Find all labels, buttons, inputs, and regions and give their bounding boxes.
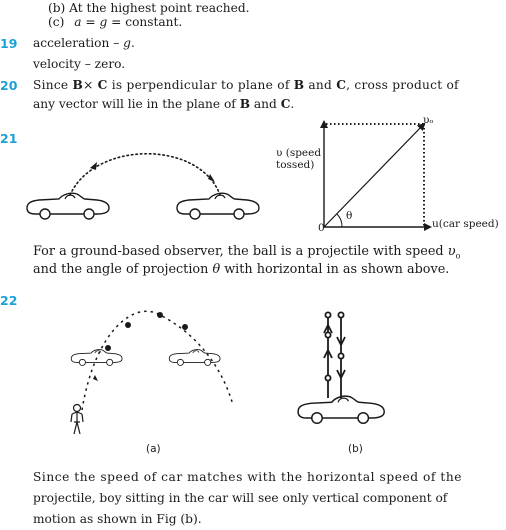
q20-text-4: , cross product of	[346, 78, 459, 92]
q20-vector-c-2: C	[336, 78, 347, 92]
fig21-car-left	[27, 193, 109, 219]
q19-acc-end: .	[130, 36, 135, 50]
fig21-vo-label: υₒ	[423, 114, 434, 126]
q21-para-v-sub: o	[455, 251, 461, 261]
fig21-trajectory	[70, 154, 220, 195]
q18-option-b: (b) At the highest point reached.	[48, 1, 250, 15]
q20-line2-end: .	[290, 97, 295, 111]
fig22a-car-right	[169, 350, 220, 366]
q18-c-rest: = constant.	[107, 15, 183, 29]
fig22b-car	[298, 396, 384, 423]
q19-acc-g: g	[123, 36, 131, 50]
fig22b-caption: (b)	[348, 443, 363, 455]
fig22b-vertical-motion	[324, 312, 345, 398]
q18-c-g: g	[99, 15, 108, 29]
q18-c-prefix: (c)	[48, 15, 65, 29]
fig21-vector-diagram	[324, 122, 430, 227]
q19-velocity: velocity – zero.	[33, 57, 126, 71]
q20-line2-and: and	[250, 97, 281, 111]
q20-line2-prefix: any vector will lie in the plane of	[33, 97, 240, 111]
q20-vector-b-2: B	[293, 78, 305, 92]
q19-acc-prefix: acceleration –	[33, 36, 124, 50]
fig22a-car-left	[71, 350, 122, 366]
q21-para-line-2	[33, 262, 449, 277]
q20-text-3: and	[304, 78, 337, 92]
fig21-origin: 0	[318, 222, 325, 234]
fig21-v-label-1: υ (speed	[276, 147, 322, 159]
q20-vector-c: C	[97, 78, 108, 92]
fig22a-boy-figure	[71, 405, 83, 435]
q20-vector-b: B	[72, 78, 84, 92]
q20-vector-c-3: C	[280, 97, 291, 111]
q22-para-line-3: motion as shown in Fig (b).	[33, 512, 202, 526]
q20-text-1: Since	[33, 78, 73, 92]
fig21-theta: θ	[346, 210, 353, 222]
fig21-v-label-2: tossed)	[276, 159, 315, 171]
q21-para-line-1	[33, 244, 460, 264]
q21-para-2b: with horizontal in as shown above.	[220, 262, 450, 277]
fig22a-caption: (a)	[146, 443, 161, 455]
fig21-car-right	[177, 193, 259, 219]
q21-para-2a: and the angle of projection	[33, 262, 213, 277]
fig21-u-label: u(car speed)	[432, 218, 499, 230]
q20-vector-b-3: B	[239, 97, 251, 111]
q21-para-v: υ	[447, 244, 456, 259]
q20-text-2: is perpendicular to plane of	[107, 78, 294, 92]
q21-para-theta: θ	[212, 262, 221, 277]
q19-number: 19	[0, 36, 18, 51]
q22-number: 22	[0, 293, 18, 308]
q21-number: 21	[0, 131, 18, 146]
q18-c-eq: =	[81, 15, 100, 29]
q20-number: 20	[0, 78, 18, 93]
q18-c-a: a	[74, 15, 82, 29]
q20-times: ×	[83, 78, 98, 92]
q21-para-1a: For a ground-based observer, the ball is a projectile with speed	[33, 244, 448, 259]
q22-para-line-2: projectile, boy sitting in the car will see only vertical component of	[33, 491, 448, 505]
q22-para-line-1: Since the speed of car matches with the horizontal speed of the	[33, 470, 462, 484]
